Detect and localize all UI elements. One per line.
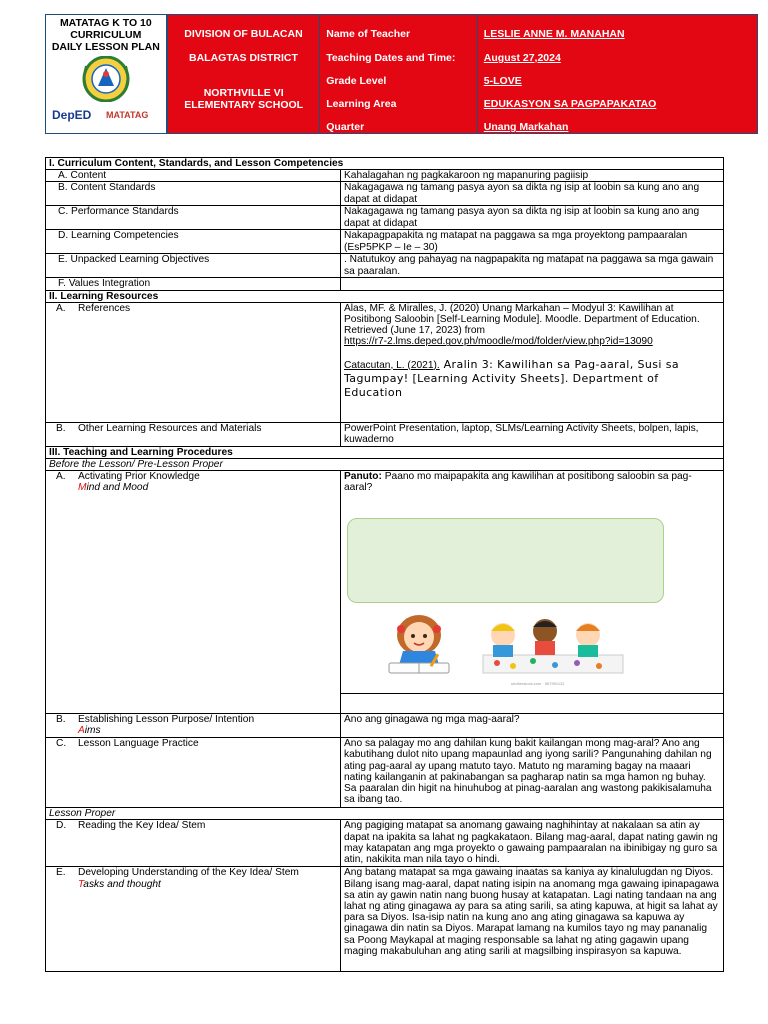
row-label-text: Lesson Language Practice — [78, 738, 199, 750]
row-letter: B. — [56, 714, 66, 726]
section-heading-procedures: III. Teaching and Learning Procedures — [46, 446, 724, 458]
school-name: NORTHVILLE VI ELEMENTARY SCHOOL — [184, 87, 304, 111]
row-label-text: Other Learning Resources and Materials — [78, 422, 262, 434]
row-letter: A. — [56, 302, 66, 314]
value-dates: August 27,2024 — [483, 52, 561, 64]
label-area: Learning Area — [326, 98, 397, 110]
division-cell — [168, 15, 321, 133]
header-values-cell — [478, 15, 757, 133]
subsection-lesson-proper: Lesson Proper — [46, 808, 724, 820]
section-row — [46, 158, 724, 170]
row-letter: D. — [56, 820, 67, 832]
row-letter: B. — [56, 422, 66, 434]
value-area: EDUKASYON SA PAGPAPAKATAO — [483, 98, 657, 110]
row-label — [46, 738, 341, 808]
table-row — [46, 206, 724, 230]
plan-title-line: DAILY LESSON PLAN — [51, 41, 160, 53]
reference-1-text: Alas, MF. & Miralles, J. (2020) Unang Markahan – Modyul 3: Kawilihan at Positibong Saloobin [Self-Learning Module]. Moodle. Department of Education. Retrieved (June 17, 2023) from — [344, 302, 700, 337]
panuto-text: Paano mo maipapakita ang kawilihan at positibong saloobin sa pag-aaral? — [344, 471, 692, 494]
reference-2-text: Aralin 3: Kawilihan sa Pag-aaral, Susi sa Tagumpay! [Learning Activity Sheets]. Department of Education — [344, 357, 679, 399]
section-row — [46, 459, 724, 471]
header-logo-cell — [46, 15, 168, 133]
row-label: C. Performance Standards — [46, 206, 341, 230]
section-heading-resources: II. Learning Resources — [46, 290, 724, 302]
plan-title-line: CURRICULUM — [70, 29, 142, 41]
lesson-plan-header — [45, 14, 758, 134]
row-letter: E. — [56, 867, 66, 879]
row-label: D. Learning Competencies — [46, 230, 341, 254]
label-dates: Teaching Dates and Time: — [326, 52, 456, 64]
row-value: Ano sa palagay mo ang dahilan kung bakit kailangan mong mag-aral? Ano ang kabutihang dulot nito upang mapaunlad ang iyong sarili? Pangunahing dahilan ng ating pag-aaral ay upang matuto tayo. Matuto ng maraming bagay na maaari nating kailanganin at pakinabangan sa pagharap natin sa mga hamon ng buhay. Sa paaralan din higit na hinuhubog at pinag-aaralan ang wastong pakikisalamuha sa ibang tao. — [341, 738, 724, 808]
table-row — [46, 714, 724, 738]
section-row — [46, 808, 724, 820]
acronym-rest: ims — [84, 725, 101, 737]
acronym-rest: ind and Mood — [86, 482, 149, 494]
row-value: Nakagagawa ng tamang pasya ayon sa dikta ng isip at loobin sa kung ano ang dapat at didapat — [341, 206, 724, 230]
label-grade: Grade Level — [326, 75, 387, 87]
cell-divider — [341, 693, 723, 694]
row-value: Nakapagpapakita ng matapat na paggawa sa mga proyektong pampaaralan (EsP5PKP – Ie – 30) — [341, 230, 724, 254]
row-label-text: Activating Prior Knowledge — [78, 471, 200, 483]
plan-title — [46, 15, 166, 53]
plan-title-line: MATATAG K TO 10 — [59, 17, 152, 29]
section-heading-curriculum: I. Curriculum Content, Standards, and Lesson Competencies — [46, 158, 724, 170]
table-row — [46, 820, 724, 867]
row-label — [46, 302, 341, 422]
row-value: . Natutukoy ang pahayag na nagpapakita ng matapat na paggawa sa mga gawain sa paaralan. — [341, 254, 724, 278]
row-value: Ang batang matapat sa mga gawaing inaatas sa kaniya ay kinalulugdan ng Diyos. Bilang isang mag-aaral, dapat nating isipin na anomang mga gawaing ipinapagawa sa atin ay gawin natin nang buong husay at katapatan. Lagi nating tandaan na ang lahat ng ating ginagawa ay para sa ating sarili, sa ating kapuwa, at higit sa lahat ay para sa Diyos. Isa-isip natin na kung ano ang ating ginagawa sa kapuwa ay ginagawa din natin sa Diyos. Marapat lamang na kumilos tayo ng may pananalig sa Poong Maykapal at maging responsable sa lahat ng ating gagawin upang maging makabuluhan ang ating sarili at magsilbing inspirasyon sa kapuwa. — [341, 867, 724, 972]
answer-box[interactable] — [347, 518, 664, 603]
division-seal-icon — [74, 56, 138, 102]
row-label: A. Content — [46, 170, 341, 182]
row-value — [341, 278, 724, 290]
acronym-initial: M — [78, 482, 87, 494]
table-row — [46, 170, 724, 182]
girl-writing-illustration — [373, 613, 465, 675]
image-credit: shutterstock.com · 567991132 — [511, 681, 565, 687]
references-cell — [341, 302, 724, 422]
row-letter: C. — [56, 738, 67, 750]
value-quarter: Unang Markahan — [483, 121, 569, 133]
lesson-plan-table — [45, 157, 724, 972]
section-row — [46, 290, 724, 302]
row-label: B. Content Standards — [46, 182, 341, 206]
row-value: PowerPoint Presentation, laptop, SLMs/Learning Activity Sheets, bolpen, lapis, kuwaderno — [341, 422, 724, 446]
reference-1-link[interactable]: https://r7-2.lms.deped.gov.ph/moodle/mod/folder/view.php?id=13090 — [344, 336, 653, 348]
acronym-initial: A — [78, 725, 85, 737]
acronym-rest: asks and thought — [83, 878, 161, 890]
acronym-initial: T — [78, 878, 84, 890]
table-row — [46, 867, 724, 972]
table-row — [46, 182, 724, 206]
children-painting-illustration — [473, 611, 628, 683]
table-row — [46, 471, 724, 714]
subsection-before-lesson: Before the Lesson/ Pre-Lesson Proper — [46, 459, 724, 471]
table-row — [46, 422, 724, 446]
division-name: DIVISION OF BULACAN — [184, 28, 303, 40]
row-value: Ano ang ginagawa ng mga mag-aaral? — [341, 714, 724, 738]
row-value: Kahalagahan ng pagkakaroon ng mapanuring pagiisip — [341, 170, 724, 182]
row-label-text: Developing Understanding of the Key Idea/ Stem — [78, 867, 299, 879]
row-label — [46, 422, 341, 446]
row-label: E. Unpacked Learning Objectives — [46, 254, 341, 278]
header-labels-cell — [320, 15, 478, 133]
row-label: F. Values Integration — [46, 278, 341, 290]
row-label — [46, 714, 341, 738]
table-row — [46, 254, 724, 278]
table-row — [46, 230, 724, 254]
row-value: Nakagagawa ng tamang pasya ayon sa dikta ng isip at loobin sa kung ano ang dapat at didapat — [341, 182, 724, 206]
row-label-text: Reading the Key Idea/ Stem — [78, 820, 206, 832]
row-letter: A. — [56, 471, 66, 483]
reference-2 — [344, 358, 720, 400]
matatag-logo: MATATAG — [106, 110, 149, 120]
reference-2-author: Catacutan, L. (2021). — [344, 359, 440, 371]
logos-row — [46, 104, 166, 126]
row-label — [46, 471, 341, 714]
section-row — [46, 446, 724, 458]
activity-cell — [341, 471, 724, 714]
table-row — [46, 278, 724, 290]
deped-logo: DepED — [52, 108, 92, 122]
district-name: BALAGTAS DISTRICT — [189, 52, 298, 64]
row-label-text: Establishing Lesson Purpose/ Intention — [78, 714, 255, 726]
panuto — [341, 471, 723, 493]
table-row — [46, 738, 724, 808]
row-value: Ang pagiging matapat sa anomang gawaing naghihintay at nakalaan sa atin ay dapat na ipakita sa lahat ng pagkakataon. Bilang mag-aaral, dapat nating gawin ng may katapatan ang mga proyekto o gawaing pampaaralan na ibinibigay ng guro sa atin, nakikita man nila tayo o hindi. — [341, 820, 724, 867]
label-quarter: Quarter — [326, 121, 365, 133]
row-label — [46, 820, 341, 867]
table-row — [46, 302, 724, 422]
row-label — [46, 867, 341, 972]
label-teacher: Name of Teacher — [326, 28, 411, 40]
panuto-label: Panuto: — [344, 471, 382, 483]
value-grade: 5-LOVE — [483, 75, 522, 87]
value-teacher: LESLIE ANNE M. MANAHAN — [483, 28, 625, 40]
row-label-text: References — [78, 302, 131, 314]
reference-1 — [344, 303, 720, 348]
